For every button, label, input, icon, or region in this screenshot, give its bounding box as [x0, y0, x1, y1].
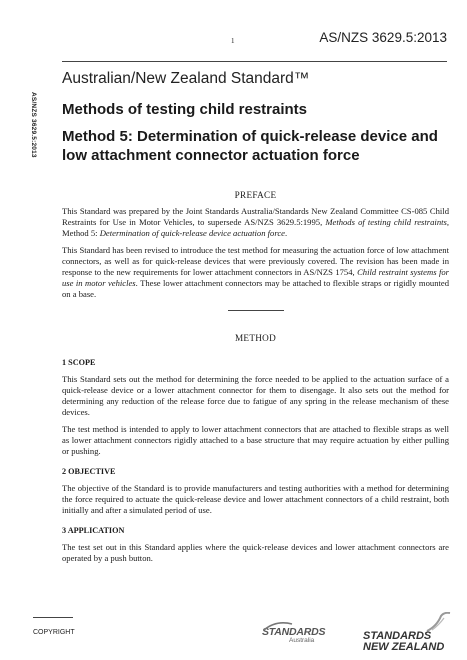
text-run: .	[284, 228, 288, 238]
standard-identifier: AS/NZS 3629.5:2013	[319, 30, 447, 45]
logo-snz-line2: NEW ZEALAND	[363, 641, 445, 653]
scope-paragraph-2: The test method is intended to apply to lower attachment connectors that are attached to flexible straps as well as lower attachment connectors rigidly attached to a base structure that may require actuation by either pulling or pushing.	[62, 424, 449, 456]
italic-text: Child restraint systems for use in motor vehicles	[62, 267, 449, 288]
copyright-notice: COPYRIGHT	[33, 629, 75, 636]
text-run: Method 5:	[62, 228, 100, 238]
section-divider	[228, 310, 284, 311]
scope-paragraph-1: This Standard sets out the method for determining the force needed to be applied to the actuation surface of a quick-release device or a lower attachment connector for them to disengage. It also sets out the method for determining any reduction of the release force due to fatigue of any spring in the release mechanism of these devices.	[62, 374, 449, 417]
standards-australia-logo	[262, 626, 332, 652]
header-rule	[62, 61, 447, 62]
method-heading: METHOD	[234, 333, 277, 343]
objective-heading: 2 OBJECTIVE	[62, 467, 116, 476]
fern-emblem-icon	[423, 612, 453, 632]
page-number: 1	[231, 37, 235, 45]
application-paragraph: The test set out in this Standard applies where the quick-release devices and lower attachment connectors are operated by a push button.	[62, 542, 449, 563]
footer-rule	[33, 617, 73, 618]
side-standard-label: AS/NZS 3629.5:2013	[30, 92, 37, 158]
text-run: . These lower attachment connectors may be attached to flexible straps or rigidly mounted on a base.	[62, 278, 449, 299]
standards-new-zealand-logo	[363, 612, 453, 656]
text-run: This Standard was prepared by the Joint Standards Australia/Standards New Zealand Committee CS-085 Child Restraints for Use in Motor Vehicles, to supersede AS/NZS 3629.5:1995,	[62, 206, 449, 227]
objective-paragraph: The objective of the Standard is to provide manufacturers and testing authorities with a method for determining the force required to actuate the quick-release device and lower attachment connectors of a child restraint, both initially and after a simulated period of use.	[62, 483, 449, 515]
italic-text: Determination of quick-release device actuation force	[99, 228, 285, 238]
logo-snz-line1: STANDARDS	[363, 630, 432, 642]
application-heading: 3 APPLICATION	[62, 526, 125, 535]
document-title: Methods of testing child restraints	[62, 101, 308, 118]
italic-text: Methods of testing child restraints,	[325, 217, 449, 227]
standard-series: Australian/New Zealand Standard™	[62, 70, 310, 87]
title-block	[62, 100, 452, 165]
preface-heading: PREFACE	[234, 190, 277, 200]
preface-paragraph-1	[62, 206, 449, 239]
document-subtitle: Method 5: Determination of quick-release device and low attachment connector actuation force	[62, 128, 438, 164]
logo-sa-wordmark: STANDARDS	[262, 626, 326, 638]
text-run: This Standard has been revised to introduce the test method for measuring the actuation force of low attachment connectors, as well as for quick-release devices that were previously covered. The revision has been made in response to the new requirements for lower attachment connectors in AS/NZS 1754,	[62, 245, 449, 277]
preface-paragraph-2	[62, 245, 449, 300]
logo-sa-sub: Australia	[289, 637, 315, 644]
document-body	[62, 190, 449, 570]
standards-australia-emblem-icon	[260, 619, 330, 631]
scope-heading: 1 SCOPE	[62, 358, 96, 367]
